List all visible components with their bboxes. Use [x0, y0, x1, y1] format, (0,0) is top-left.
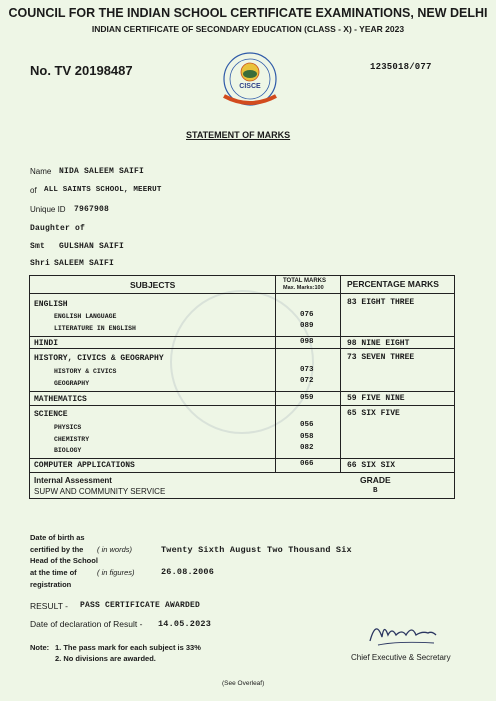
father-label: Shri — [30, 259, 51, 268]
of-label: of — [30, 186, 37, 195]
marks-mathematics: 059 — [300, 394, 314, 402]
percent-science: 65 SIX FIVE — [347, 409, 400, 418]
subject-english: ENGLISH — [34, 300, 68, 309]
dob-in-words-label: ( in words) — [97, 545, 133, 554]
reference-number: 1235018/077 — [370, 62, 432, 72]
divider — [30, 405, 454, 406]
divider — [275, 276, 276, 472]
note-1: 1. The pass mark for each subject is 33% — [55, 643, 201, 652]
percent-history: 73 SEVEN THREE — [347, 353, 415, 362]
internal-assessment-subject: SUPW AND COMMUNITY SERVICE — [34, 487, 166, 496]
percent-english: 83 EIGHT THREE — [347, 298, 415, 307]
declaration-date-label: Date of declaration of Result - — [30, 619, 143, 629]
divider — [30, 293, 454, 294]
note-label: Note: — [30, 643, 50, 652]
header-max-marks: Max. Marks:100 — [283, 285, 324, 291]
marks-table — [29, 275, 455, 499]
marks-geography: 072 — [300, 377, 314, 385]
header-total-marks: TOTAL MARKS — [283, 278, 326, 284]
marks-biology: 082 — [300, 444, 314, 452]
subsubject-physics: PHYSICS — [54, 424, 82, 431]
percent-computer-applications: 66 SIX SIX — [347, 461, 396, 470]
marks-physics: 056 — [300, 421, 314, 429]
cisce-emblem-icon — [210, 50, 290, 112]
dob-label-1: Date of birth as — [30, 533, 85, 542]
subsubject-history-civics: HISTORY & CIVICS — [54, 368, 117, 375]
dob-label-4: at the time of — [30, 568, 77, 577]
header-percentage: PERCENTAGE MARKS — [347, 279, 439, 289]
unique-id-label: Unique ID — [30, 205, 66, 214]
school-name: ALL SAINTS SCHOOL, MEERUT — [44, 186, 162, 194]
divider — [30, 472, 454, 473]
dob-in-figures: 26.08.2006 — [161, 567, 215, 577]
subject-history-civics-geography: HISTORY, CIVICS & GEOGRAPHY — [34, 354, 164, 363]
percent-mathematics: 59 FIVE NINE — [347, 394, 405, 403]
council-title: COUNCIL FOR THE INDIAN SCHOOL CERTIFICATE EXAMINATIONS, NEW DELHI — [8, 6, 488, 20]
marks-hindi: 098 — [300, 338, 314, 346]
marks-history-civics: 073 — [300, 366, 314, 374]
subsubject-literature: LITERATURE IN ENGLISH — [54, 325, 136, 332]
divider — [30, 458, 454, 459]
subject-computer-applications: COMPUTER APPLICATIONS — [34, 461, 135, 470]
header-subjects: SUBJECTS — [130, 280, 176, 290]
divider — [30, 348, 454, 349]
certificate-number: No. TV 20198487 — [30, 63, 133, 78]
mother-label: Smt — [30, 242, 46, 251]
mother-name: GULSHAN SAIFI — [59, 242, 125, 251]
statement-title: STATEMENT OF MARKS — [186, 130, 291, 140]
subsubject-english-language: ENGLISH LANGUAGE — [54, 313, 117, 320]
relation-label: Daughter of — [30, 224, 86, 233]
signatory-title: Chief Executive & Secretary — [351, 653, 451, 662]
result-value: PASS CERTIFICATE AWARDED — [80, 601, 201, 610]
divider — [30, 391, 454, 392]
name-label: Name — [30, 167, 52, 176]
dob-label-3: Head of the School — [30, 556, 98, 565]
declaration-date: 14.05.2023 — [158, 619, 212, 629]
dob-in-figures-label: ( in figures) — [97, 568, 135, 577]
subject-science: SCIENCE — [34, 410, 68, 419]
marks-english-language: 076 — [300, 311, 314, 319]
subsubject-biology: BIOLOGY — [54, 447, 82, 454]
dob-in-words: Twenty Sixth August Two Thousand Six — [161, 545, 352, 555]
subsubject-geography: GEOGRAPHY — [54, 380, 90, 387]
grade-value: B — [373, 487, 378, 495]
father-name: SALEEM SAIFI — [54, 259, 115, 268]
signature-icon — [368, 615, 438, 654]
divider — [30, 336, 454, 337]
marks-chemistry: 058 — [300, 433, 314, 441]
see-overleaf: (See Overleaf) — [222, 680, 265, 687]
divider — [340, 276, 341, 472]
marks-computer-applications: 066 — [300, 460, 314, 468]
grade-label: GRADE — [360, 475, 391, 485]
internal-assessment-label: Internal Assessment — [34, 476, 112, 485]
unique-id: 7967908 — [74, 205, 110, 214]
note-2: 2. No divisions are awarded. — [55, 654, 156, 663]
percent-hindi: 98 NINE EIGHT — [347, 339, 410, 348]
exam-title: INDIAN CERTIFICATE OF SECONDARY EDUCATION (CLASS - X) - YEAR 2023 — [91, 24, 405, 34]
subsubject-chemistry: CHEMISTRY — [54, 436, 90, 443]
result-label: RESULT - — [30, 601, 68, 611]
logo-text: CISCE — [239, 83, 261, 90]
subject-hindi: HINDI — [34, 339, 59, 348]
dob-label-5: registration — [30, 580, 72, 589]
dob-label-2: certified by the — [30, 545, 84, 554]
subject-mathematics: MATHEMATICS — [34, 395, 87, 404]
candidate-name: NIDA SALEEM SAIFI — [59, 167, 145, 176]
marks-literature: 089 — [300, 322, 314, 330]
